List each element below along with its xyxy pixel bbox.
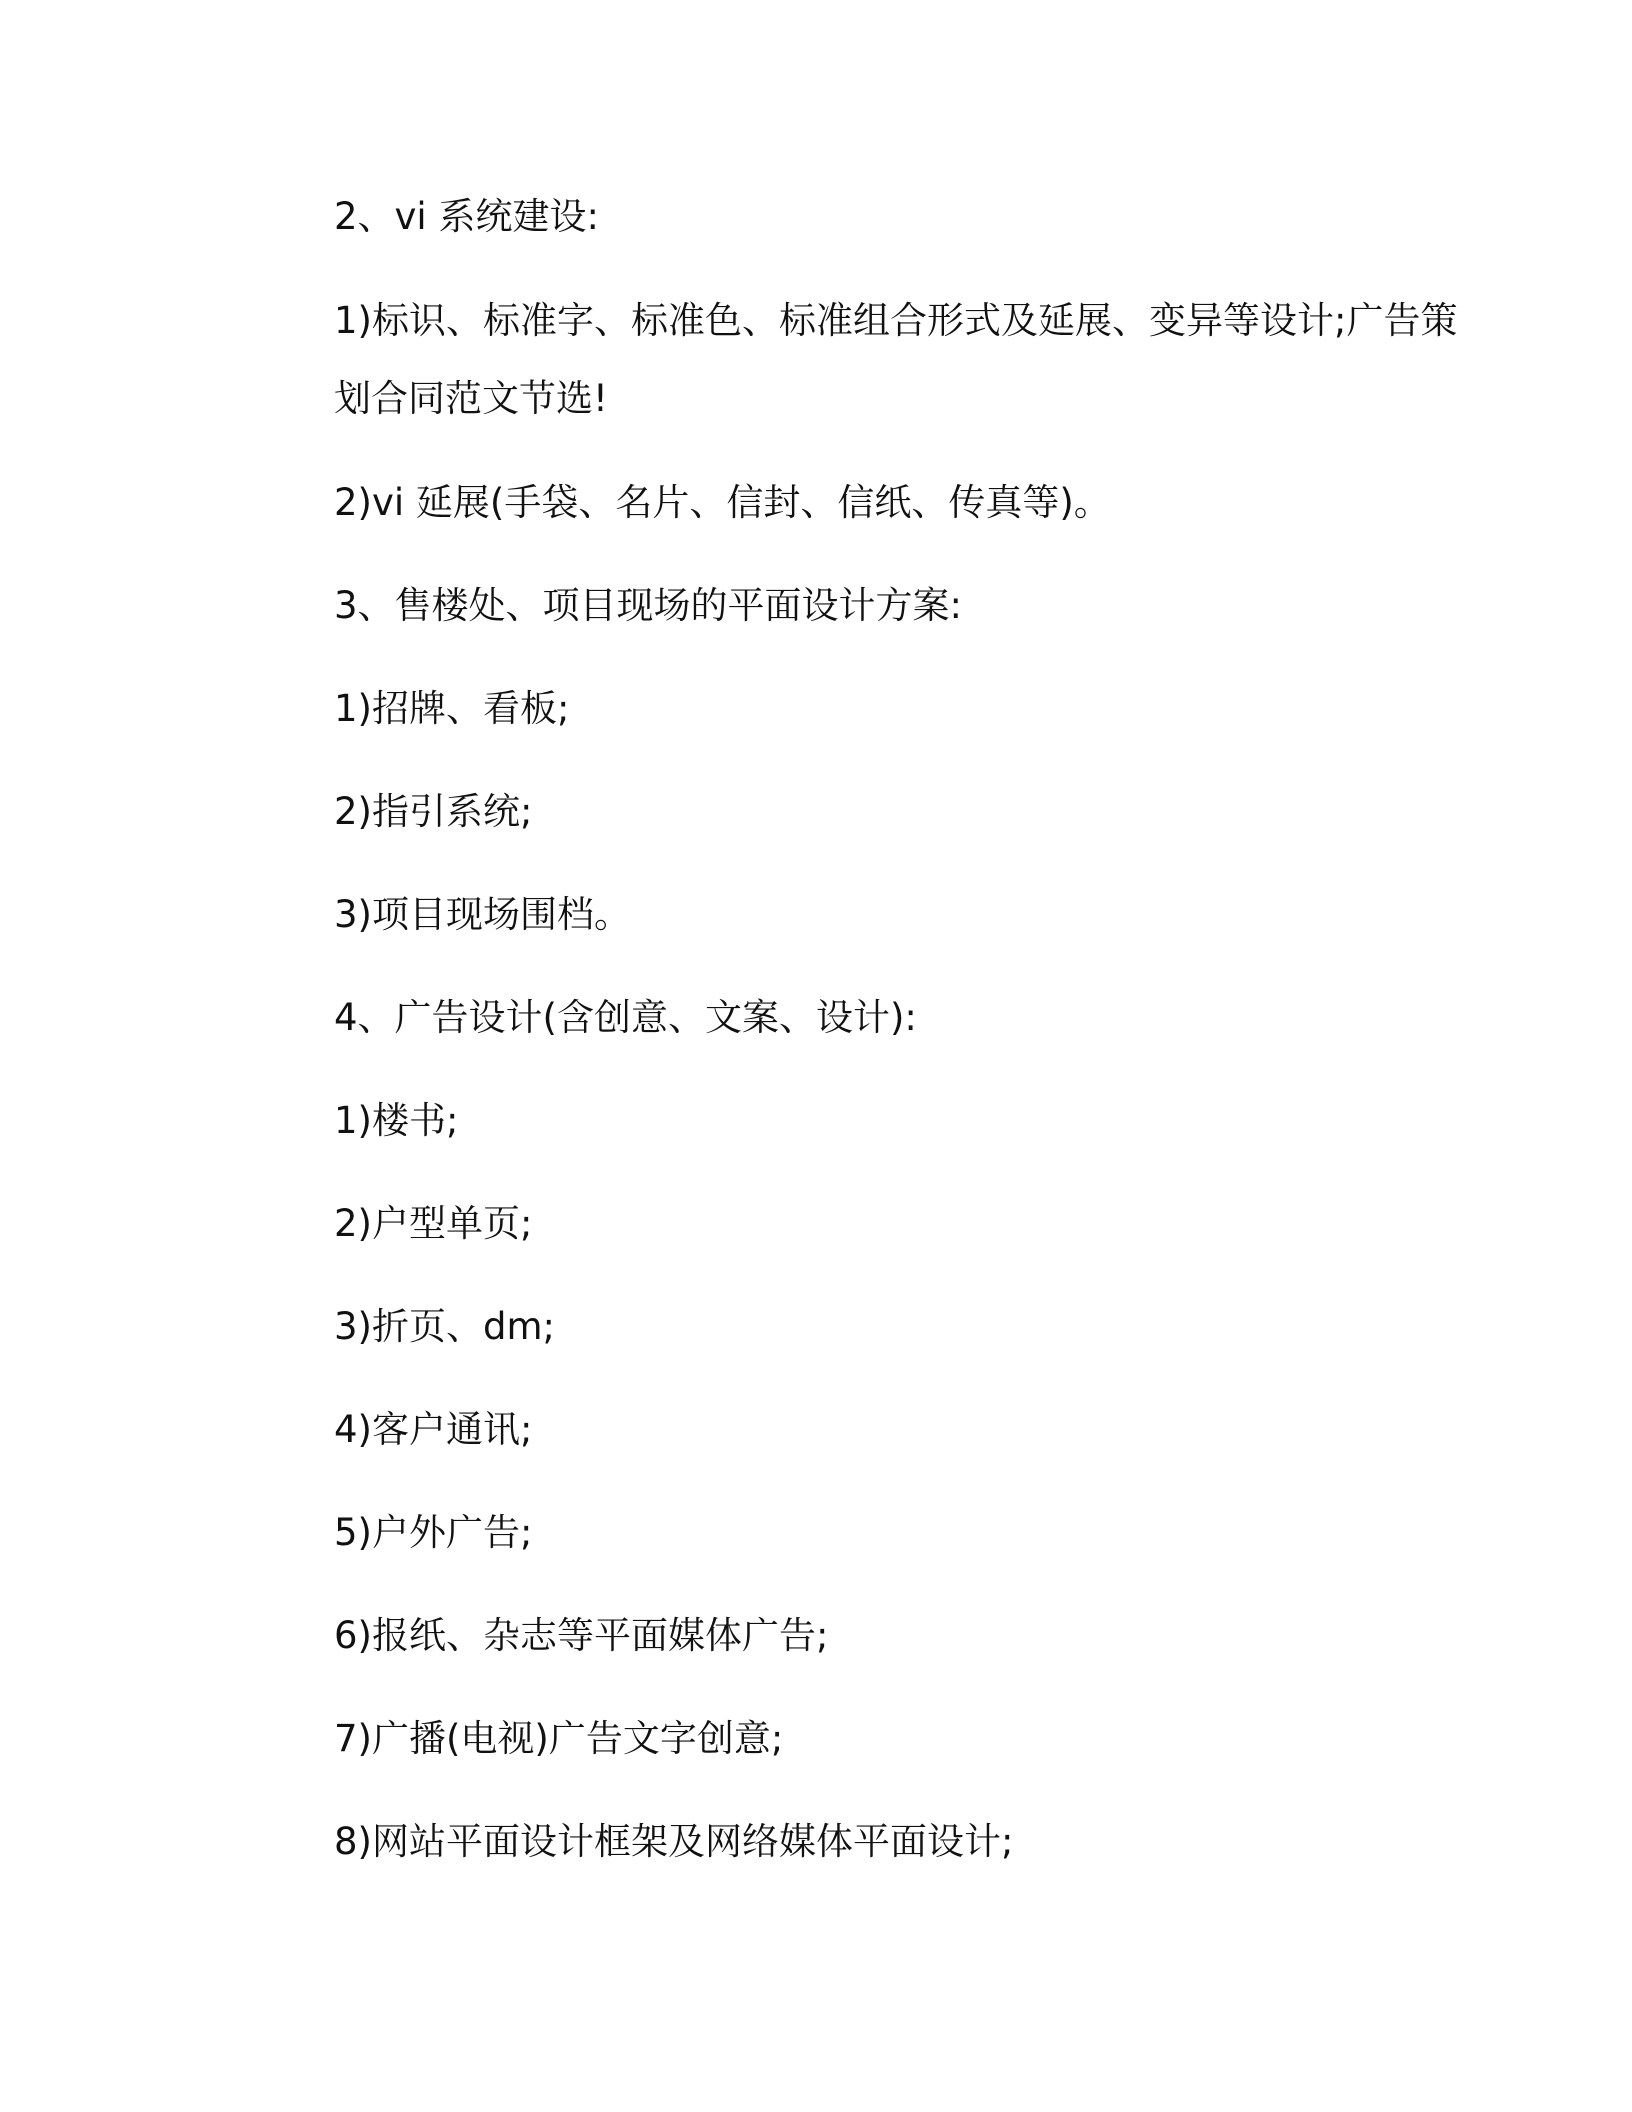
paragraph-broadcast-ads: 7)广播(电视)广告文字创意; bbox=[334, 1717, 784, 1760]
paragraph-outdoor-ads: 5)户外广告; bbox=[334, 1511, 533, 1554]
paragraph-signboards: 1)招牌、看板; bbox=[334, 687, 570, 730]
paragraph-vi-system: 2、vi 系统建设: bbox=[334, 195, 599, 238]
paragraph-floor-plan-sheet: 2)户型单页; bbox=[334, 1202, 533, 1245]
paragraph-ad-design: 4、广告设计(含创意、文案、设计): bbox=[334, 996, 917, 1039]
paragraph-customer-newsletter: 4)客户通讯; bbox=[334, 1408, 533, 1451]
paragraph-website-design: 8)网站平面设计框架及网络媒体平面设计; bbox=[334, 1820, 1014, 1863]
paragraph-logo-design: 1)标识、标准字、标准色、标准组合形式及延展、变异等设计;广告策划合同范文节选! bbox=[334, 299, 1458, 420]
paragraph-brochure: 1)楼书; bbox=[334, 1099, 459, 1142]
paragraph-foldout-dm: 3)折页、dm; bbox=[334, 1305, 555, 1348]
paragraph-print-media-ads: 6)报纸、杂志等平面媒体广告; bbox=[334, 1614, 829, 1657]
paragraph-sales-office: 3、售楼处、项目现场的平面设计方案: bbox=[334, 584, 963, 627]
paragraph-guide-system: 2)指引系统; bbox=[334, 790, 533, 833]
paragraph-site-hoarding: 3)项目现场围档。 bbox=[334, 893, 631, 936]
paragraph-vi-extension: 2)vi 延展(手袋、名片、信封、信纸、传真等)。 bbox=[334, 481, 1111, 524]
